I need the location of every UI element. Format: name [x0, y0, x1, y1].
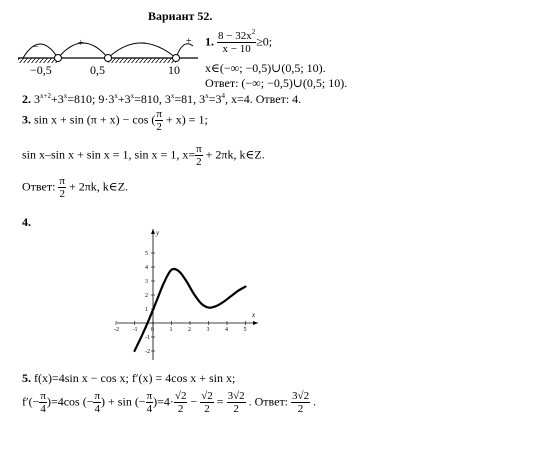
x-axis-arrow	[253, 321, 258, 325]
sign-3: −	[140, 38, 146, 49]
y-axis-arrow	[151, 229, 155, 234]
point-label-3: 10	[168, 63, 180, 77]
task1-number: 1.	[205, 34, 214, 49]
sign-1: −	[33, 42, 39, 53]
task1-answer: Ответ: (−∞; −0,5)∪(0,5; 10).	[205, 76, 348, 90]
sign-2: +	[78, 38, 84, 49]
point-label-1: −0,5	[30, 63, 52, 77]
y-tick-label: 2	[145, 293, 148, 299]
point-half	[105, 55, 112, 62]
task5-line2: f′(− $\frac{\pi}{4}$ )=4cos (− $\frac{\pi}{4}$ ) + sin (− $\frac{\pi}{4}$ )=4· $\frac{√2}{2}$ − $\frac{√2}{2}$ = $\frac{3√2}{2}$ . Ответ: $\frac{3√2}{2}$ .	[22, 390, 317, 415]
task4-number: 4.	[22, 215, 31, 229]
point-label-2: 0,5	[90, 63, 105, 77]
task1-fraction: $\frac{8 - 32x^2}{x - 10}$	[218, 28, 256, 55]
y-tick-label: -2	[145, 349, 150, 355]
x-tick-label: 5	[243, 327, 247, 333]
page-title: Вариант 52.	[148, 9, 213, 23]
task3-line1: 3. sin x + sin (π + x) − cos ( $\frac{\pi}{2}$ + x) = 1;	[22, 108, 208, 133]
task5-line1: 5. f(x)=4sin x − cos x; f′(x) = 4cos x + sin x;	[22, 371, 236, 385]
task1-answer-set: x∈(−∞; −0,5)∪(0,5; 10).	[205, 61, 326, 75]
x-tick-label: -2	[114, 327, 119, 333]
point-ten	[173, 55, 180, 62]
x-tick-label: 0	[151, 327, 154, 333]
y-tick-label: 1	[145, 307, 148, 313]
sign-4: +	[186, 36, 192, 47]
function-graph	[113, 225, 263, 360]
y-axis-label: y	[156, 229, 160, 237]
interval-arc-1	[23, 44, 58, 58]
task3-line2: sin x–sin x + sin x = 1, sin x = 1, x= $\frac{\pi}{2}$ + 2πk, k∈Z.	[22, 143, 265, 168]
x-tick-label: 4	[225, 327, 228, 333]
y-tick-label: -1	[145, 335, 150, 341]
task1-inequality	[205, 30, 272, 55]
number-line	[18, 30, 218, 80]
x-tick-label: 3	[206, 327, 210, 333]
x-tick-label: 1	[169, 327, 173, 333]
point-neg-half	[55, 55, 62, 62]
y-tick-label: 3	[145, 279, 148, 285]
task1-relation: ≥0;	[256, 34, 273, 49]
x-axis-label: x	[252, 311, 256, 319]
task3-answer: Ответ: $\frac{\pi}{2}$ + 2πk, k∈Z.	[22, 175, 129, 200]
hatch-middle	[108, 58, 176, 63]
y-tick-label: 5	[145, 251, 148, 257]
x-tick-label: 2	[188, 327, 191, 333]
y-tick-label: 4	[145, 265, 148, 271]
x-tick-label: -1	[132, 327, 138, 333]
task2-line: 2. $3^{x+2}+3^x=810$; $9\cdot 3^x+3^x=810$, $3^x=81$, $3^x=3^4$, x=4. Ответ: 4.	[22, 92, 302, 106]
